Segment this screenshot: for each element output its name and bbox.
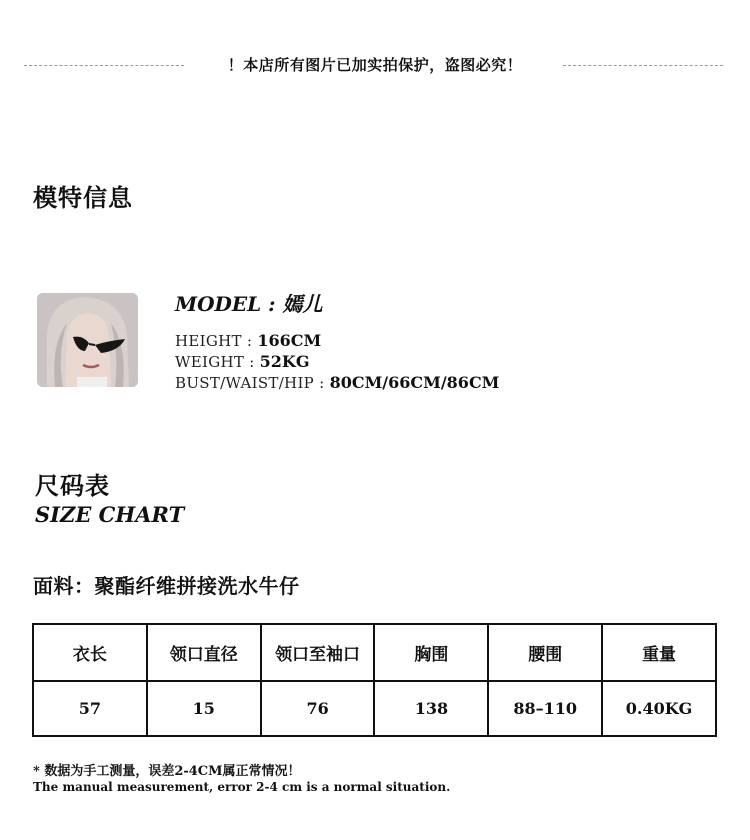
height-label: HEIGHT : [175, 332, 258, 350]
size-chart-heading: 尺码表 [35, 472, 110, 500]
header-cell-bust: 胸围 [374, 624, 488, 681]
header-cell-length: 衣长 [33, 624, 147, 681]
model-info-heading: 模特信息 [33, 184, 133, 212]
model-name: 嫣儿 [282, 292, 323, 316]
model-photo [37, 293, 138, 387]
cell-neck-diameter: 15 [147, 681, 261, 736]
cell-bust: 138 [374, 681, 488, 736]
fabric-info: 面料：聚酯纤维拼接洗水牛仔 [33, 574, 300, 598]
header-cell-waist: 腰围 [488, 624, 602, 681]
copyright-notice [0, 52, 750, 80]
model-name-label: MODEL : [175, 292, 283, 316]
notice-divider-left [24, 65, 184, 66]
notice-text: ！本店所有图片已加实拍保护，盗图必究！ [227, 56, 523, 74]
measurement-note-en: The manual measurement, error 2-4 cm is a normal situation. [33, 780, 451, 794]
model-height-line [175, 331, 321, 350]
header-cell-neck-diameter: 领口直径 [147, 624, 261, 681]
height-value: 166CM [257, 331, 322, 350]
model-name-line [175, 288, 323, 317]
bwh-value: 80CM/66CM/86CM [329, 373, 500, 392]
model-weight-line [175, 352, 310, 371]
weight-label: WEIGHT : [175, 353, 260, 371]
cell-weight: 0.40KG [602, 681, 716, 736]
cell-waist: 88–110 [488, 681, 602, 736]
header-cell-weight: 重量 [602, 624, 716, 681]
header-cell-neck-to-cuff: 领口至袖口 [261, 624, 375, 681]
cell-neck-to-cuff: 76 [261, 681, 375, 736]
model-photo-illustration [37, 293, 138, 387]
model-bwh-line [175, 373, 499, 392]
size-chart-heading-en: SIZE CHART [35, 502, 185, 527]
table-row [33, 681, 716, 736]
bwh-label: BUST/WAIST/HIP : [175, 374, 330, 392]
weight-value: 52KG [259, 352, 310, 371]
measurement-note-cn: * 数据为手工测量，误差2-4CM属正常情况！ [33, 764, 301, 779]
size-table-header-row [33, 624, 716, 681]
notice-divider-right [563, 65, 723, 66]
cell-length: 57 [33, 681, 147, 736]
size-table [32, 623, 717, 737]
